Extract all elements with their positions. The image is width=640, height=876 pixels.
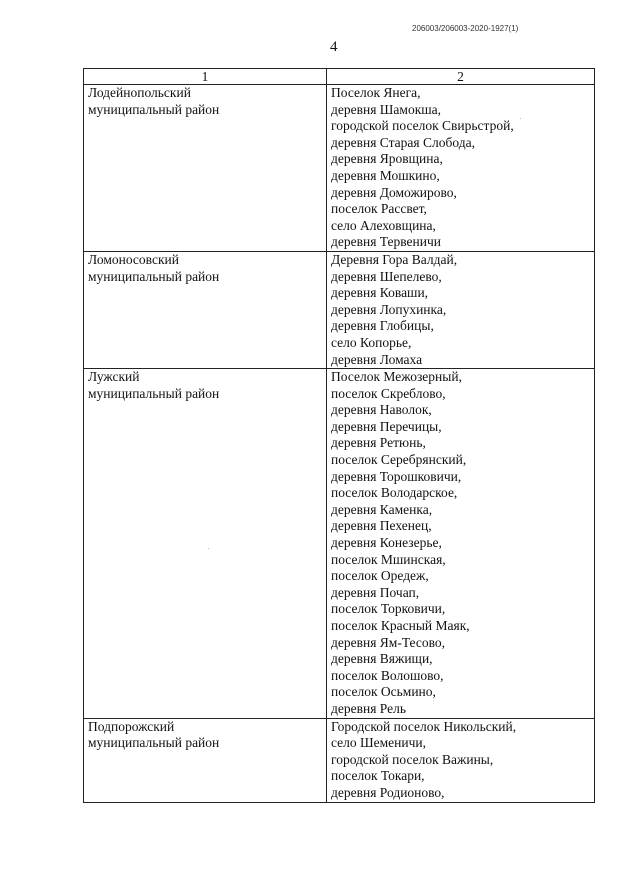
settlements-table xyxy=(83,68,595,803)
settlement-item: деревня Шамокша, xyxy=(331,101,442,117)
settlement-item: Деревня Гора Валдай, xyxy=(331,251,458,267)
settlement-item: деревня Перечицы, xyxy=(331,418,442,434)
settlements-cell xyxy=(327,251,595,368)
district-name-line: Ломоносовский xyxy=(88,251,179,267)
district-name-line: Лодейнопольский xyxy=(88,85,191,100)
district-cell xyxy=(84,369,327,718)
settlement-item: деревня Ям-Тесово, xyxy=(331,634,446,650)
district-name-line: муниципальный район xyxy=(88,385,220,401)
settlement-item: деревня Пехенец, xyxy=(331,518,432,534)
settlement-item: деревня Конезерье, xyxy=(331,535,442,551)
settlement-item: поселок Осьмино, xyxy=(331,684,436,700)
settlement-item: деревня Каменка, xyxy=(331,501,433,517)
table-row xyxy=(84,251,595,368)
district-name-line: Подпорожский xyxy=(88,718,175,734)
settlement-item: деревня Мошкино, xyxy=(331,167,440,183)
settlement-item: деревня Наволок, xyxy=(331,402,432,418)
page-number: 4 xyxy=(330,39,338,55)
settlements-cell xyxy=(327,85,595,252)
settlement-item: поселок Володарское, xyxy=(331,485,458,501)
settlement-item: деревня Лопухинка, xyxy=(331,301,447,317)
district-cell xyxy=(84,718,327,802)
settlement-item: поселок Красный Маяк, xyxy=(331,618,470,633)
settlement-item: деревня Яровщина, xyxy=(331,151,443,167)
settlement-item: поселок Скреблово, xyxy=(331,385,446,401)
settlement-item: село Алеховщина, xyxy=(331,217,436,233)
settlement-item: деревня Рель xyxy=(331,700,407,716)
settlement-item: деревня Тервеничи xyxy=(331,234,442,250)
district-cell xyxy=(84,251,327,368)
settlement-item: Поселок Янега, xyxy=(331,85,421,100)
scan-speck xyxy=(520,118,521,119)
settlement-item: Городской поселок Никольский, xyxy=(331,718,517,734)
settlement-item: деревня Старая Слобода, xyxy=(331,134,475,150)
table-row xyxy=(84,718,595,802)
settlement-item: деревня Вяжищи, xyxy=(331,651,433,667)
settlement-item: деревня Торошковичи, xyxy=(331,468,462,484)
district-name-line: муниципальный район xyxy=(88,268,220,284)
settlements-cell xyxy=(327,718,595,802)
settlement-item: городской поселок Важины, xyxy=(331,751,494,767)
scan-speck xyxy=(208,548,209,549)
table-row xyxy=(84,85,595,252)
column-header-2: 2 xyxy=(327,69,595,85)
settlement-item: деревня Глобицы, xyxy=(331,318,434,334)
document-id: 206003/206003-2020-1927(1) xyxy=(412,24,519,33)
settlement-item: деревня Доможирово, xyxy=(331,184,457,200)
district-name-line: муниципальный район xyxy=(88,101,220,117)
settlement-item: село Шеменичи, xyxy=(331,735,426,751)
settlement-item: поселок Токари, xyxy=(331,768,425,784)
settlement-item: поселок Оредеж, xyxy=(331,568,429,584)
settlement-item: поселок Торковичи, xyxy=(331,601,446,617)
settlements-cell xyxy=(327,369,595,718)
settlement-item: село Копорье, xyxy=(331,334,412,350)
settlement-item: Поселок Межозерный, xyxy=(331,369,462,385)
settlement-item: деревня Шепелево, xyxy=(331,268,442,284)
settlement-item: поселок Мшинская, xyxy=(331,551,446,567)
district-name-line: муниципальный район xyxy=(88,735,220,751)
district-name-line: Лужский xyxy=(88,369,140,385)
settlement-item: деревня Коваши, xyxy=(331,285,429,301)
settlement-item: деревня Родионово, xyxy=(331,784,445,800)
settlement-item: городской поселок Свирьстрой, xyxy=(331,118,514,134)
settlement-item: деревня Ретюнь, xyxy=(331,435,426,451)
settlement-item: поселок Волошово, xyxy=(331,667,444,683)
settlement-item: деревня Почап, xyxy=(331,584,420,600)
district-cell xyxy=(84,85,327,252)
table-row xyxy=(84,369,595,718)
column-header-1: 1 xyxy=(84,69,327,85)
settlement-item: поселок Серебрянский, xyxy=(331,452,467,468)
settlement-item: деревня Ломаха xyxy=(331,351,423,367)
table-header-row xyxy=(84,69,595,85)
settlement-item: поселок Рассвет, xyxy=(331,201,427,217)
